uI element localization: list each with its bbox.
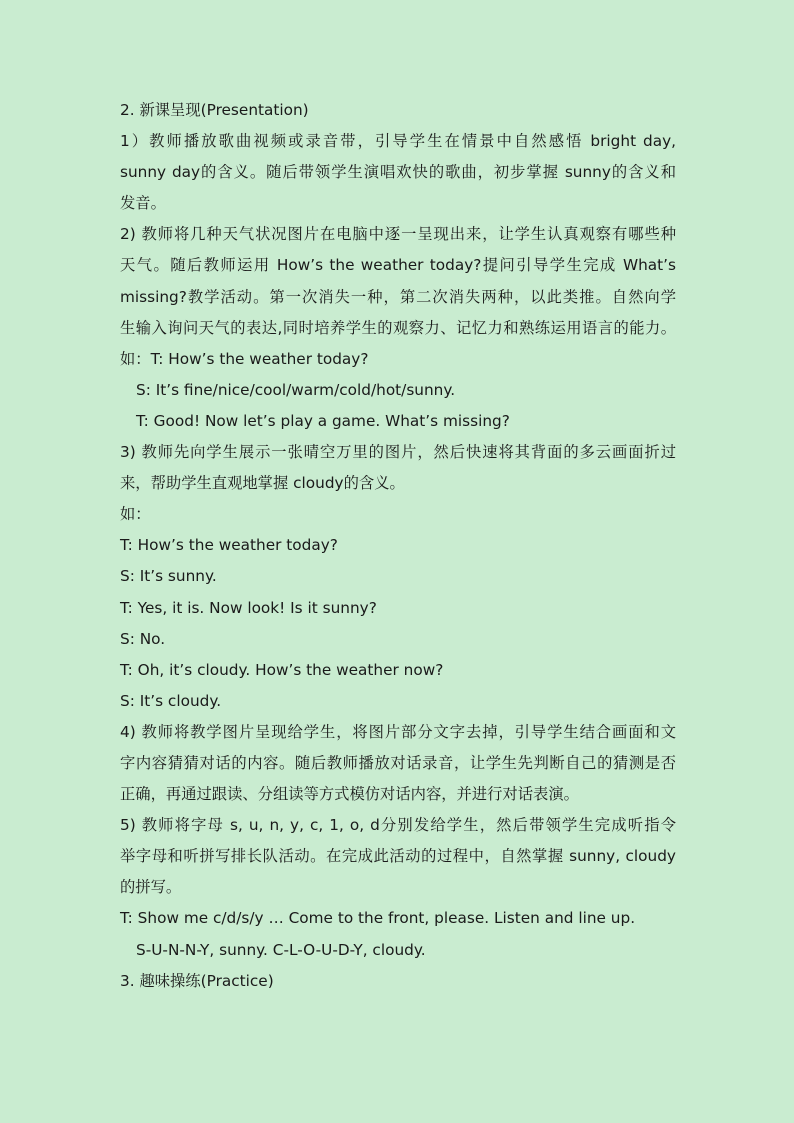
text-line: 3) 教师先向学生展示一张晴空万里的图片，然后快速将其背面的多云画面折过	[120, 443, 676, 462]
text-line: S-U-N-N-Y, sunny. C-L-O-U-D-Y, cloudy.	[136, 940, 426, 959]
text-line: 正确，再通过跟读、分组读等方式模仿对话内容，并进行对话表演。	[120, 785, 579, 804]
text-line: missing?教学活动。第一次消失一种，第二次消失两种，以此类推。自然向学	[120, 287, 676, 306]
text-line: 5) 教师将字母 s, u, n, y, c, 1, o, d分别发给学生，然后带领学生完成听指令	[120, 816, 676, 835]
text-line: 4) 教师将教学图片呈现给学生，将图片部分文字去掉，引导学生结合画面和文	[120, 722, 676, 741]
text-line: S: It’s cloudy.	[120, 691, 222, 710]
text-line: 1）教师播放歌曲视频或录音带，引导学生在情景中自然感悟 bright day,	[120, 132, 676, 151]
text-line: T: Oh, it’s cloudy. How’s the weather now?	[120, 660, 444, 679]
text-line: T: Yes, it is. Now look! Is it sunny?	[120, 598, 377, 617]
text-line: 2. 新课呈现(Presentation)	[120, 101, 309, 119]
text-line: T: Good! Now let’s play a game. What’s missing?	[136, 411, 510, 430]
text-line: 如：	[120, 505, 151, 524]
text-line: T: How’s the weather today?	[120, 536, 338, 555]
text-line: 如：T: How’s the weather today?	[120, 349, 369, 368]
text-line: 2) 教师将几种天气状况图片在电脑中逐一呈现出来，让学生认真观察有哪些种	[120, 225, 676, 244]
text-line: 生输入询问天气的表达,同时培养学生的观察力、记忆力和熟练运用语言的能力。	[120, 318, 676, 337]
text-line: T: Show me c/d/s/y … Come to the front, please. Listen and line up.	[120, 909, 636, 928]
text-line: 3. 趣味操练(Practice)	[120, 971, 274, 990]
text-line: S: No.	[120, 629, 166, 648]
text-line: 举字母和听拼写排长队活动。在完成此活动的过程中，自然掌握 sunny, cloudy	[120, 847, 676, 866]
text-line: 天气。随后教师运用 How’s the weather today?提问引导学生完成 What’s	[120, 256, 676, 275]
text-line: S: It’s fine/nice/cool/warm/cold/hot/sunny.	[136, 380, 456, 399]
document-body	[120, 95, 676, 997]
text-line: 的拼写。	[120, 878, 182, 897]
text-line: S: It’s sunny.	[120, 567, 217, 586]
text-line: 来，帮助学生直观地掌握 cloudy的含义。	[120, 474, 405, 493]
text-line: sunny day的含义。随后带领学生演唱欢快的歌曲，初步掌握 sunny的含义和	[120, 163, 676, 182]
text-line: 字内容猜猜对话的内容。随后教师播放对话录音，让学生先判断自己的猜测是否	[120, 753, 676, 772]
text-line: 发音。	[120, 194, 166, 213]
